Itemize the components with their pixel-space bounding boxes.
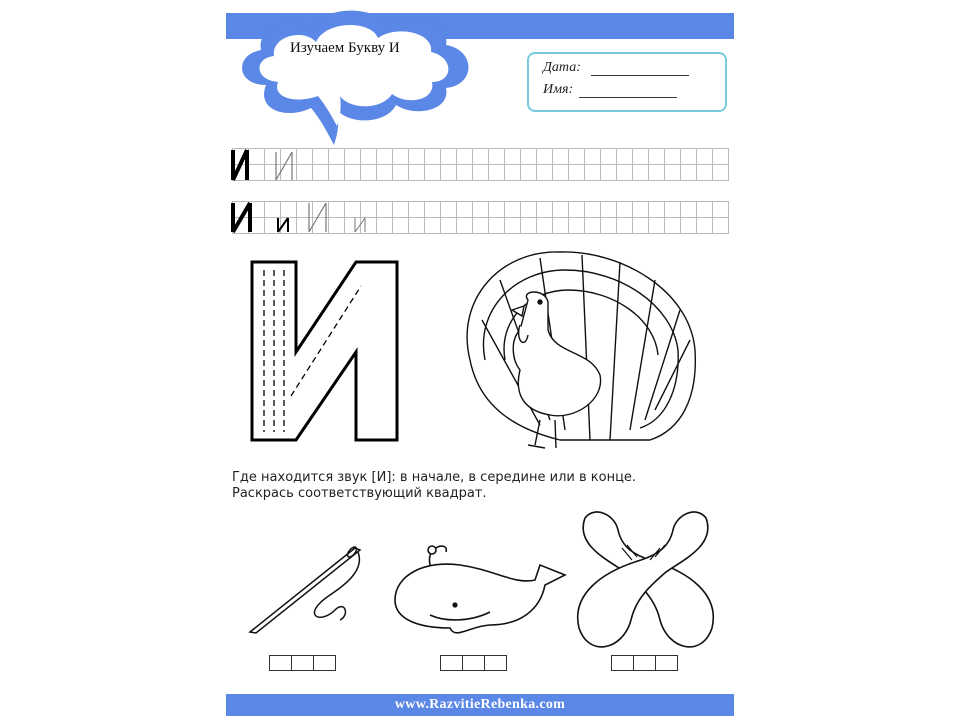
turkey-icon: [467, 252, 695, 448]
answer-boxes-pins[interactable]: [612, 655, 678, 671]
footer-url[interactable]: www.RazvitieRebenka.com: [226, 694, 734, 716]
task-text-line2: Раскрась соответствующий квадрат.: [232, 486, 487, 501]
needle-thread-icon: [250, 545, 360, 633]
name-label: Имя:: [543, 82, 574, 97]
answer-box-start[interactable]: [440, 655, 463, 671]
letter-sample-row1: [233, 150, 292, 180]
page-title: Изучаем Букву И: [290, 40, 400, 56]
answer-box-start[interactable]: [269, 655, 292, 671]
answer-box-end[interactable]: [655, 655, 678, 671]
answer-box-middle[interactable]: [462, 655, 485, 671]
date-label: Дата:: [543, 60, 581, 75]
task-text-line1: Где находится звук [И]: в начале, в середине или в конце.: [232, 470, 637, 485]
bowling-pins-icon: [578, 512, 714, 647]
letter-sample-row2: [233, 203, 365, 232]
answer-boxes-whale[interactable]: [441, 655, 507, 671]
answer-box-end[interactable]: [484, 655, 507, 671]
answer-boxes-needle[interactable]: [270, 655, 336, 671]
big-letter-i: [252, 262, 397, 440]
answer-box-end[interactable]: [313, 655, 336, 671]
answer-box-middle[interactable]: [291, 655, 314, 671]
whale-icon: [395, 546, 565, 633]
answer-box-start[interactable]: [611, 655, 634, 671]
answer-box-middle[interactable]: [633, 655, 656, 671]
